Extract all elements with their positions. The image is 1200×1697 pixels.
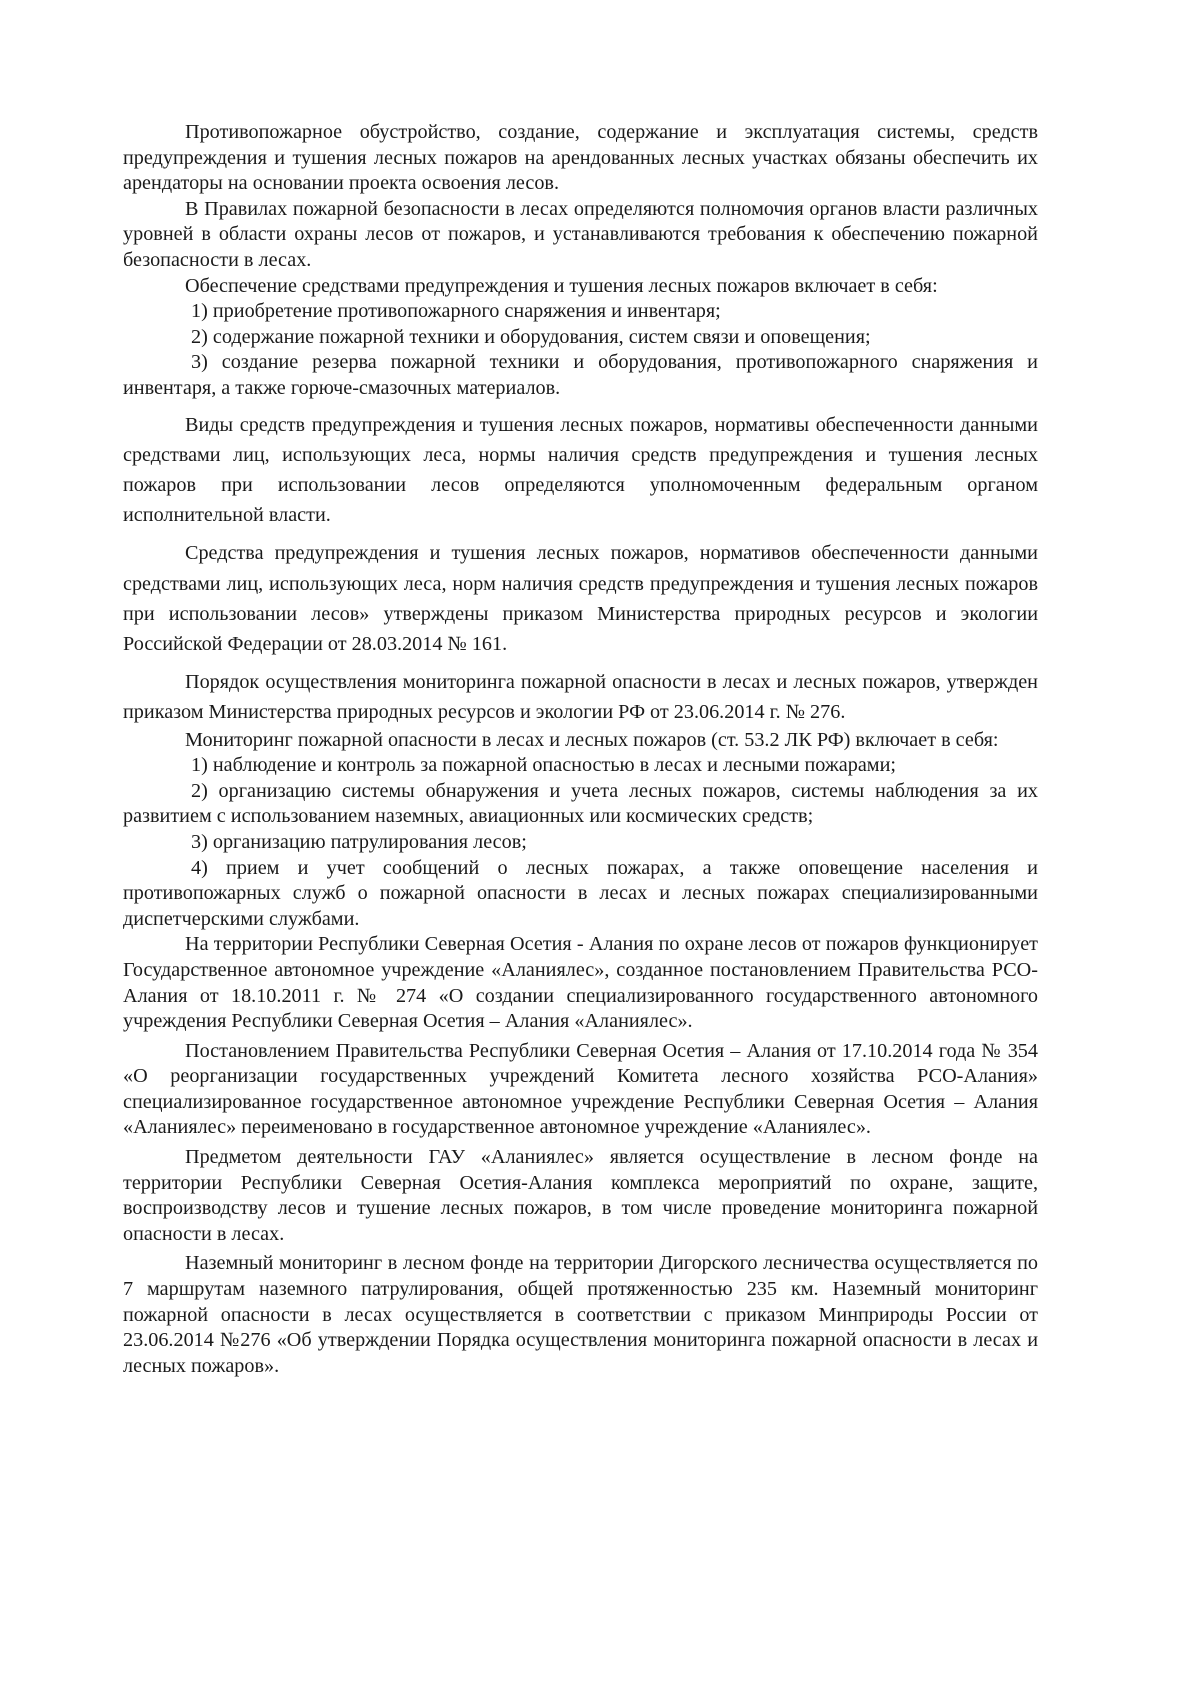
paragraph-7: Мониторинг пожарной опасности в лесах и лесных пожаров (ст. 53.2 ЛК РФ) включает в себя: xyxy=(185,728,999,751)
list-item-2: 2) содержание пожарной техники и оборудования, систем связи и оповещения; xyxy=(191,325,871,348)
paragraph-11: Наземный мониторинг в лесном фонде на территории Дигорского лесничества осуществляется по 7 маршрутам наземного патрулирования, общей протяженностью 235 км. Наземный мониторинг пожарной опасности в лесах осуществляется в соответствии с приказом Минприроды России от 23.06.2014 №276 «Об утверждении Порядка осуществления мониторинга пожарной опасности в лесах и лесных пожаров». xyxy=(123,1252,1038,1377)
monitoring-item-1: 1) наблюдение и контроль за пожарной опасностью в лесах и лесными пожарами; xyxy=(191,754,896,777)
list-item-1: 1) приобретение противопожарного снаряжения и инвентаря; xyxy=(191,300,721,323)
paragraph-9: Постановлением Правительства Республики Северная Осетия – Алания от 17.10.2014 года № 354 «О реорганизации государственных учреждений Комитета лесного хозяйства РСО-Алания» специализированное государственное автономное учреждение Республики Северная Осетия – Алания «Аланиялес» переименовано в государственное автономное учреждение «Аланиялес». xyxy=(123,1039,1038,1139)
document-page xyxy=(123,120,1038,1379)
paragraph-1: Противопожарное обустройство, создание, содержание и эксплуатация системы, средств предупреждения и тушения лесных пожаров на арендованных лесных участках обязаны обеспечить их арендаторы на основании проекта освоения лесов. xyxy=(123,121,1038,195)
paragraph-6: Порядок осуществления мониторинга пожарной опасности в лесах и лесных пожаров, утвержден приказом Министерства природных ресурсов и экологии РФ от 23.06.2014 г. № 276. xyxy=(123,671,1038,724)
list-item-3: 3) создание резерва пожарной техники и оборудования, противопожарного снаряжения и инвентаря, а также горюче-смазочных материалов. xyxy=(123,351,1038,399)
paragraph-5: Средства предупреждения и тушения лесных пожаров, нормативов обеспеченности данными средствами лиц, использующих леса, норм наличия средств предупреждения и тушения лесных пожаров при использовании лесов» утверждены приказом Министерства природных ресурсов и экологии Российской Федерации от 28.03.2014 № 161. xyxy=(123,542,1038,655)
monitoring-item-2: 2) организацию системы обнаружения и учета лесных пожаров, системы наблюдения за их развитием с использованием наземных, авиационных или космических средств; xyxy=(123,779,1038,828)
paragraph-4: Виды средств предупреждения и тушения лесных пожаров, нормативы обеспеченности данными средствами лиц, использующих леса, нормы наличия средств предупреждения и тушения лесных пожаров при использовании лесов определяются уполномоченным федеральным органом исполнительной власти. xyxy=(123,413,1038,527)
paragraph-3: Обеспечение средствами предупреждения и тушения лесных пожаров включает в себя: xyxy=(185,274,938,297)
paragraph-10: Предметом деятельности ГАУ «Аланиялес» является осуществление в лесном фонде на территории Республики Северная Осетия-Алания комплекса мероприятий по охране, защите, воспроизводству лесов и тушение лесных пожаров, в том числе проведение мониторинга пожарной опасности в лесах. xyxy=(123,1146,1038,1245)
monitoring-item-4: 4) прием и учет сообщений о лесных пожарах, а также оповещение населения и противопожарных служб о пожарной опасности в лесах и лесных пожарах специализированными диспетчерскими службами. xyxy=(123,856,1038,930)
paragraph-2: В Правилах пожарной безопасности в лесах определяются полномочия органов власти различных уровней в области охраны лесов от пожаров, и устанавливаются требования к обеспечению пожарной безопасности в лесах. xyxy=(123,197,1038,271)
paragraph-8: На территории Республики Северная Осетия - Алания по охране лесов от пожаров функционирует Государственное автономное учреждение «Аланиялес», созданное постановлением Правительства РСО-Алания от 18.10.2011 г. № 274 «О создании специализированного государственного автономного учреждения Республики Северная Осетия – Алания «Аланиялес». xyxy=(123,933,1038,1033)
monitoring-item-3: 3) организацию патрулирования лесов; xyxy=(191,830,527,853)
